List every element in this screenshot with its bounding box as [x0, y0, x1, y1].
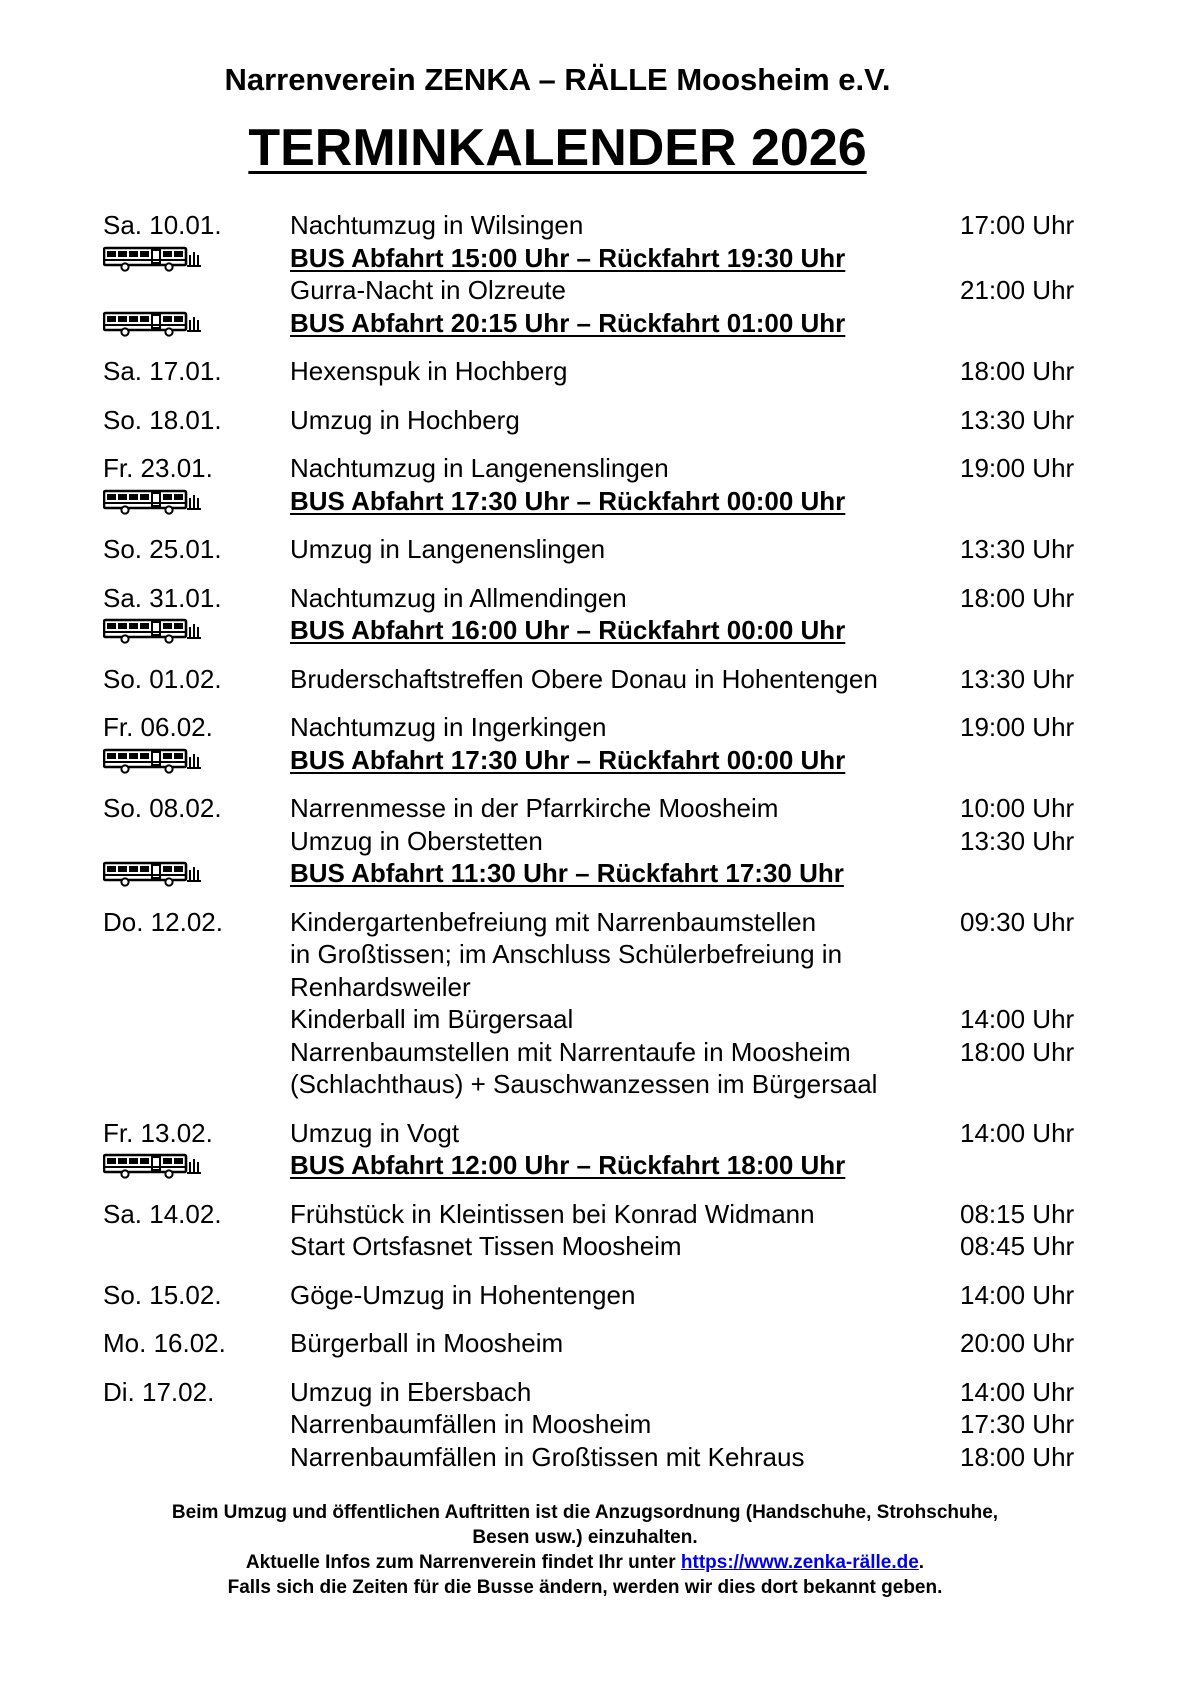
event-row — [103, 792, 1083, 825]
event-time: 18:00 Uhr — [960, 1441, 1075, 1472]
event-row — [103, 355, 1083, 388]
event-date: Fr. 13.02. — [103, 1117, 213, 1148]
event-time: 14:00 Uhr — [960, 1279, 1075, 1310]
footer-notes — [60, 1500, 1110, 1600]
event-date: Sa. 10.01. — [103, 210, 222, 240]
event-row — [103, 1036, 1083, 1069]
event-row — [103, 1117, 1083, 1150]
event-description: Narrenbaumstellen mit Narrentaufe in Moosheim — [290, 1036, 851, 1067]
event-date: Di. 17.02. — [103, 1376, 215, 1407]
event-date: Mo. 16.02. — [103, 1328, 226, 1358]
event-time: 20:00 Uhr — [960, 1328, 1075, 1358]
event-row — [103, 404, 1083, 437]
event-row — [103, 452, 1083, 485]
event-description: Umzug in Oberstetten — [290, 825, 543, 856]
event-time: 14:00 Uhr — [960, 1004, 1075, 1034]
event-row — [103, 1441, 1083, 1474]
event-description: Göge-Umzug in Hohentengen — [290, 1279, 636, 1310]
event-description: Kindergartenbefreiung mit Narrenbaumstellen — [290, 906, 817, 937]
bus-info-row — [103, 857, 1083, 890]
bus-icon — [103, 618, 203, 644]
bus-info-row — [103, 485, 1083, 518]
bus-departure-text: BUS Abfahrt 12:00 Uhr – Rückfahrt 18:00 Uhr — [290, 1150, 846, 1180]
event-description: Umzug in Vogt — [290, 1117, 460, 1148]
event-time: 13:30 Uhr — [960, 404, 1075, 435]
event-time: 18:00 Uhr — [960, 582, 1075, 613]
event-row — [103, 582, 1083, 615]
event-time: 17:30 Uhr — [960, 1409, 1075, 1439]
event-date: Do. 12.02. — [103, 906, 223, 937]
event-row — [103, 1376, 1083, 1409]
event-description: Umzug in Ebersbach — [290, 1376, 532, 1407]
event-row — [103, 906, 1083, 939]
event-time: 08:15 Uhr — [960, 1198, 1075, 1229]
event-time: 21:00 Uhr — [960, 275, 1075, 305]
event-time: 19:00 Uhr — [960, 712, 1075, 742]
event-row — [103, 1279, 1083, 1312]
event-time: 10:00 Uhr — [960, 793, 1075, 823]
event-row — [103, 825, 1083, 858]
event-time: 14:00 Uhr — [960, 1376, 1075, 1407]
bus-departure-text: BUS Abfahrt 15:00 Uhr – Rückfahrt 19:30 Uhr — [290, 242, 846, 273]
bus-icon — [103, 489, 203, 515]
footer-line-1: Beim Umzug und öffentlichen Auftritten ist die Anzugsordnung (Handschuhe, Strohschuhe, — [171, 1502, 999, 1523]
event-day — [103, 792, 1083, 890]
event-day — [103, 906, 1083, 1101]
event-time: 09:30 Uhr — [960, 906, 1075, 937]
event-row — [103, 938, 1083, 971]
event-day — [103, 711, 1083, 776]
event-description: Narrenbaumfällen in Moosheim — [290, 1409, 652, 1439]
event-row — [103, 1230, 1083, 1263]
bus-info-row — [103, 614, 1083, 647]
event-time: 13:30 Uhr — [960, 663, 1075, 694]
event-description: Narrenmesse in der Pfarrkirche Moosheim — [290, 793, 779, 823]
event-row — [103, 1198, 1083, 1231]
event-day — [103, 404, 1083, 437]
event-day — [103, 663, 1083, 696]
event-date: Sa. 17.01. — [103, 356, 222, 386]
footer-line-4: Falls sich die Zeiten für die Busse ändern, werden wir dies dort bekannt geben. — [227, 1577, 943, 1598]
event-description: in Großtissen; im Anschluss Schülerbefreiung in — [290, 939, 843, 969]
event-calendar — [103, 209, 1083, 1489]
bus-icon — [103, 748, 203, 774]
event-date: So. 25.01. — [103, 534, 222, 564]
event-description: Renhardsweiler — [290, 971, 471, 1002]
event-row — [103, 1408, 1083, 1441]
organization-name: Narrenverein ZENKA – RÄLLE Moosheim e.V. — [224, 62, 891, 97]
event-date: So. 08.02. — [103, 793, 222, 823]
event-day — [103, 1279, 1083, 1312]
event-time: 18:00 Uhr — [960, 1036, 1075, 1067]
event-description: Hexenspuk in Hochberg — [290, 356, 568, 386]
footer-info — [60, 1550, 1110, 1575]
footer-dress-code — [60, 1500, 1110, 1550]
bus-info-row — [103, 1149, 1083, 1182]
event-day — [103, 1117, 1083, 1182]
event-row — [103, 711, 1083, 744]
page-title-text: TERMINKALENDER 2026 — [248, 119, 867, 177]
bus-departure-text: BUS Abfahrt 16:00 Uhr – Rückfahrt 00:00 Uhr — [290, 615, 846, 645]
bus-departure-text: BUS Abfahrt 11:30 Uhr – Rückfahrt 17:30 Uhr — [290, 858, 844, 888]
bus-info-row — [103, 307, 1083, 340]
event-description: Kinderball im Bürgersaal — [290, 1004, 574, 1034]
event-day — [103, 1327, 1083, 1360]
event-day — [103, 355, 1083, 388]
event-time: 18:00 Uhr — [960, 356, 1075, 386]
bus-departure-text: BUS Abfahrt 20:15 Uhr – Rückfahrt 01:00 Uhr — [290, 307, 846, 338]
event-description: Frühstück in Kleintissen bei Konrad Widmann — [290, 1198, 815, 1229]
event-day — [103, 533, 1083, 566]
bus-icon — [103, 861, 203, 887]
event-description: Umzug in Langenenslingen — [290, 534, 606, 564]
bus-departure-text: BUS Abfahrt 17:30 Uhr – Rückfahrt 00:00 Uhr — [290, 744, 846, 775]
event-row — [103, 1068, 1083, 1101]
event-time: 17:00 Uhr — [960, 210, 1075, 240]
website-link[interactable]: https://www.zenka-rälle.de — [680, 1552, 919, 1573]
event-row — [103, 533, 1083, 566]
bus-info-row — [103, 242, 1083, 275]
event-date: Fr. 06.02. — [103, 712, 213, 742]
page-title — [0, 118, 1115, 178]
footer-line-3-end: . — [918, 1552, 925, 1573]
footer-line-3-text: Aktuelle Infos zum Narrenverein findet Ihr unter — [245, 1552, 681, 1573]
event-day — [103, 1376, 1083, 1474]
event-description: Start Ortsfasnet Tissen Moosheim — [290, 1231, 682, 1261]
event-date: Fr. 23.01. — [103, 453, 213, 483]
event-row — [103, 663, 1083, 696]
event-time: 19:00 Uhr — [960, 453, 1075, 483]
bus-departure-text: BUS Abfahrt 17:30 Uhr – Rückfahrt 00:00 Uhr — [290, 485, 846, 516]
event-time: 08:45 Uhr — [960, 1231, 1075, 1261]
event-date: Sa. 31.01. — [103, 582, 222, 613]
event-row — [103, 971, 1083, 1004]
event-time: 14:00 Uhr — [960, 1117, 1075, 1148]
bus-info-row — [103, 744, 1083, 777]
event-time: 13:30 Uhr — [960, 534, 1075, 564]
event-date: Sa. 14.02. — [103, 1198, 222, 1229]
event-date: So. 01.02. — [103, 663, 222, 694]
event-row — [103, 1327, 1083, 1360]
event-row — [103, 1003, 1083, 1036]
event-row — [103, 274, 1083, 307]
bus-icon — [103, 246, 203, 272]
event-day — [103, 452, 1083, 517]
bus-icon — [103, 1153, 203, 1179]
event-date: So. 15.02. — [103, 1279, 222, 1310]
event-row — [103, 209, 1083, 242]
event-description: Nachtumzug in Wilsingen — [290, 210, 584, 240]
event-description: Bruderschaftstreffen Obere Donau in Hohentengen — [290, 663, 878, 694]
event-day — [103, 209, 1083, 339]
event-description: Umzug in Hochberg — [290, 404, 520, 435]
event-day — [103, 1198, 1083, 1263]
event-description: Gurra-Nacht in Olzreute — [290, 275, 566, 305]
event-description: Nachtumzug in Allmendingen — [290, 582, 627, 613]
event-description: (Schlachthaus) + Sauschwanzessen im Bürgersaal — [290, 1069, 878, 1099]
event-time: 13:30 Uhr — [960, 825, 1075, 856]
event-date: So. 18.01. — [103, 404, 222, 435]
event-description: Nachtumzug in Langenenslingen — [290, 453, 669, 483]
event-description: Nachtumzug in Ingerkingen — [290, 712, 607, 742]
footer-line-2: Besen usw.) einzuhalten. — [472, 1527, 698, 1548]
event-description: Bürgerball in Moosheim — [290, 1328, 564, 1358]
event-day — [103, 582, 1083, 647]
bus-icon — [103, 311, 203, 337]
event-description: Narrenbaumfällen in Großtissen mit Kehraus — [290, 1441, 805, 1472]
